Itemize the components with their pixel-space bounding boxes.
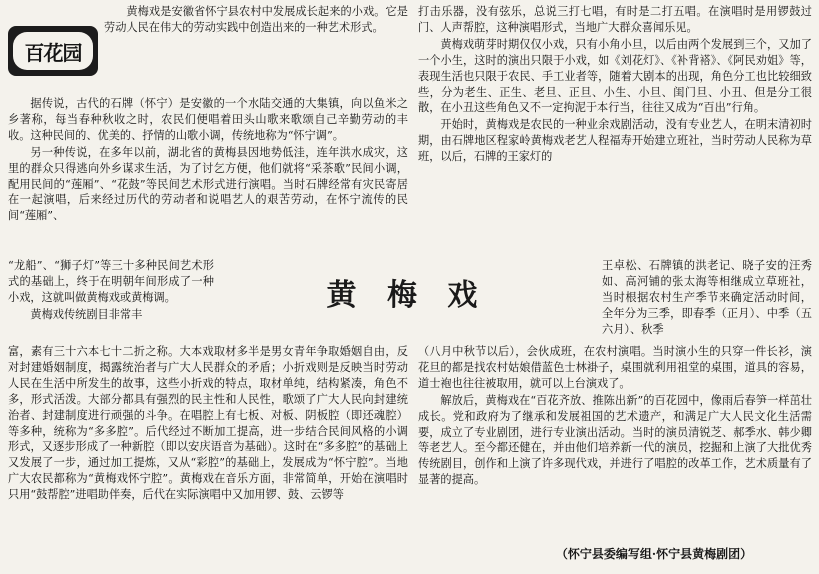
paragraph: 富，素有三十六本七十二折之称。大本戏取材多半是男女青年争取婚姻自由，反对封建婚姻制度，揭露统治者与广大人民群众的矛盾；小折戏则是反映当时劳动人民在生活中所发生的故事，这些小折戏的特点，取材单纯，结构紧凑，角色不多，形式活泼。大部分都具有强烈的民主性和人民性，歌颂了广大人民向封建统治者、封建制度进行顽强的斗争。在唱腔上有七板、对板、阴板腔（即还魂腔）等多种，统称为“多多腔”。后代经过不断加工提高，进一步结合民间风格的小调形式，又逐步形成了一种新腔（即以安庆语音为基础）。这时在“多多腔”的基础上又发展了一步，通过加工提炼，又从“彩腔”的基础上，发展成为“怀宁腔”。当地广大农民都称为“黄梅戏怀宁腔”。黄梅戏在音乐方面，非常简单，开始在演唱时只用“鼓帮腔”进唱助伴奏，后代在实际演唱中又加用锣、鼓、云锣等 [8,345,408,502]
column-logo [8,26,98,76]
paragraph: 黄梅戏是安徽省怀宁县农村中发展成长起来的小戏。它是劳动人民在伟大的劳动实践中创造出来的一种艺术形式。 [104,5,408,34]
author-credit: （怀宁县委编写组·怀宁县黄梅剧团） [555,547,753,561]
paragraph: 黄梅戏传统剧目非常丰 [30,307,143,321]
headline-area [216,264,598,320]
paragraph: （八月中秋节以后），会伙成班，在农村演唱。当时演小生的只穿一件长衫，演花旦的都是找农村姑娘借蓝色士林褂子，桌围就利用祖堂的桌围，道具的容易，道士袍也往往被取用，就可以上台演戏了。 [418,345,812,390]
article-column-right-short [602,258,812,342]
column-logo-text: 百花园 [13,32,93,70]
article-column-left-mid [8,96,408,256]
article-column-left-bottom [8,344,408,572]
article-column-right-top [418,4,812,256]
paragraph: 据传说，古代的石牌（怀宁）是安徽的一个水陆交通的大集镇，向以鱼米之乡著称，每当春种秋收之时，农民们便唱着田头山歌来歌颂自己辛勤劳动的丰收。这种民间的、优美的、抒情的山歌小调，传统地称为“怀宁调”。 [8,97,408,142]
paragraph: 解放后，黄梅戏在“百花齐放、推陈出新”的百花园中，像雨后春笋一样茁壮成长。党和政府为了继承和发展祖国的艺术遗产，和满足广大人民文化生活需要，成立了专业剧团，进行专业演出活动。当时的演员清锐芝、郝季水、韩少卿等老艺人。至今都还健在，并由他们培养新一代的演员，挖掘和上演了大批优秀传统剧目，创作和上演了许多现代戏，并进行了唱腔的改革工作，艺术质量有了显著的提高。 [418,393,812,487]
paragraph: 开始时，黄梅戏是农民的一种业余戏剧活动，没有专业艺人，在明末清初时期，由石牌地区程家岭黄梅戏老艺人程福寿开始建立班社，当时劳动人民称为草班，以后，石牌的王家灯的 [418,118,812,164]
paragraph: 王卓松、石牌镇的洪老记、晓子安的汪秀如、高河铺的张太海等相继成立草班社，当时根据农村生产季节来确定活动时间，全年分为三季，即春季（正月）、中季（五六月）、秋季 [602,259,812,336]
paragraph: “龙船”、“狮子灯”等三十多种民间艺术形式的基础上，终于在明朝年间形成了一种小戏，这就叫做黄梅戏或黄梅调。 [8,259,214,304]
article-column-right-bottom [418,344,812,540]
paragraph: 打击乐器，没有弦乐，总说三打七唱，有时是二打五唱。在演唱时是用锣鼓过门、人声帮腔，这种演唱形式，当地广大群众喜闻乐见。 [418,5,812,34]
article-column-left-top [104,4,408,94]
article-column-left-short [8,258,214,342]
paragraph: 另一种传说，在多年以前，湖北省的黄梅县因地势低洼，连年洪水成灾，这里的群众只得逃向外乡谋求生活，为了讨乞方便，他们就将“采茶歌”民间小调，配用民间的“莲厢”、“花鼓”等民间艺术形式进行演唱。当时石牌经常有灾民寄居在一起演唱，后来经过历代的劳动者和说唱艺人的艰苦劳动，在怀宁流传的民间“莲厢”、 [8,145,408,223]
paragraph: 黄梅戏萌芽时期仅仅小戏，只有小角小旦，以后由两个发展到三个，又加了一个小生，这时的演出只限于小戏，如《刘花灯》、《补背褡》、《阿民劝姐》等，表现生活也只限于农民、手工业者等，随着大剧本的出现，角色分工也比较细致些，分为老生、正生、老旦、正旦、小生、小旦、闺门旦、小丑、但是分工很散，在小丑这些角色又不一定拘泥于本行当，往往又成为“百出”行角。 [418,37,812,115]
headline: 黄 梅 戏 [326,278,488,313]
